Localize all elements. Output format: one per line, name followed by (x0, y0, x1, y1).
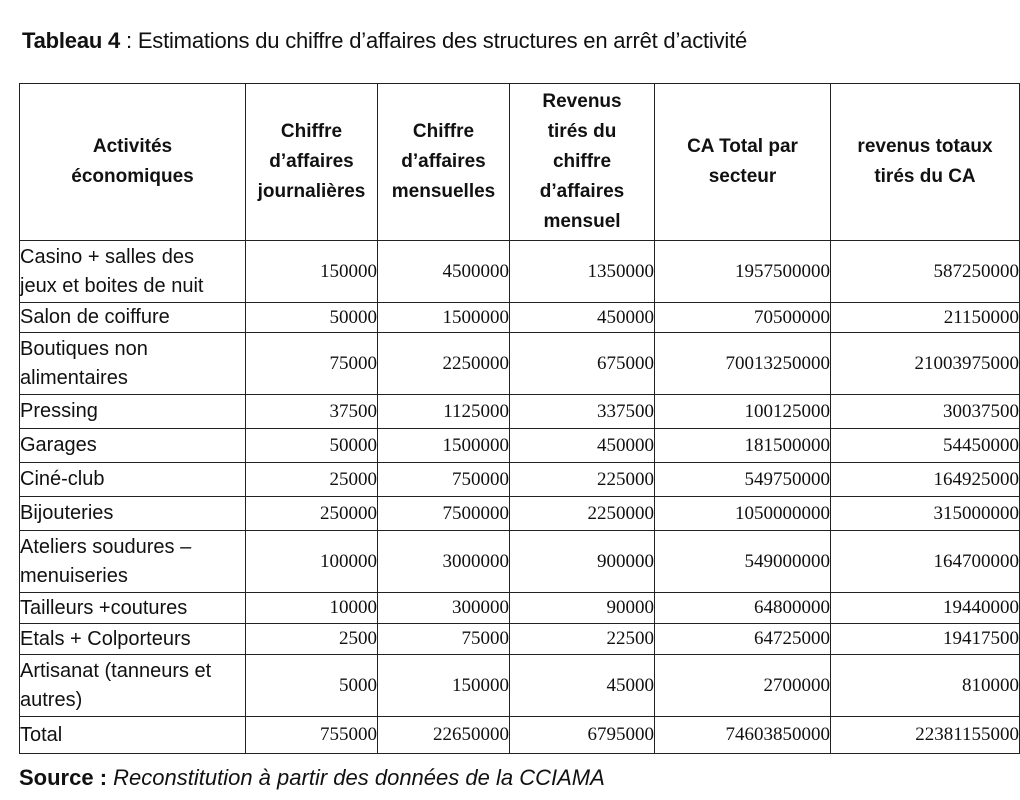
column-header-line: d’affaires (401, 151, 486, 172)
table-row (20, 624, 1020, 655)
activity-line: Casino + salles des (20, 245, 194, 268)
value-cell: 19440000 (831, 593, 1020, 624)
activity-cell (20, 241, 246, 303)
header-row (20, 84, 1020, 241)
value-cell: 37500 (246, 395, 378, 429)
value-cell: 1957500000 (655, 241, 831, 303)
activity-line: Bijouteries (20, 502, 114, 524)
activity-cell (20, 333, 246, 395)
table-row (20, 429, 1020, 463)
value-cell: 225000 (510, 463, 655, 497)
activity-cell (20, 303, 246, 333)
column-header (378, 84, 510, 241)
column-header (655, 84, 831, 241)
activity-line: Artisanat (tanneurs et (20, 659, 212, 682)
value-cell: 1125000 (378, 395, 510, 429)
value-cell: 810000 (831, 655, 1020, 717)
value-cell: 21150000 (831, 303, 1020, 333)
activity-cell (20, 717, 246, 754)
value-cell: 1050000000 (655, 497, 831, 531)
value-cell: 587250000 (831, 241, 1020, 303)
value-cell: 4500000 (378, 241, 510, 303)
activity-line: Salon de coiffure (20, 306, 170, 328)
value-cell: 22381155000 (831, 717, 1020, 754)
source-note (19, 765, 605, 791)
value-cell: 450000 (510, 429, 655, 463)
value-cell: 22650000 (378, 717, 510, 754)
value-cell: 54450000 (831, 429, 1020, 463)
table-row (20, 531, 1020, 593)
value-cell: 164700000 (831, 531, 1020, 593)
value-cell: 50000 (246, 429, 378, 463)
table-title (22, 28, 747, 54)
value-cell: 25000 (246, 463, 378, 497)
table-row (20, 395, 1020, 429)
activity-line: Garages (20, 434, 97, 456)
table-row (20, 241, 1020, 303)
title-text: Estimations du chiffre d’affaires des structures en arrêt d’activité (137, 28, 748, 53)
value-cell: 50000 (246, 303, 378, 333)
value-cell: 70500000 (655, 303, 831, 333)
value-cell: 2500 (246, 624, 378, 655)
value-cell: 22500 (510, 624, 655, 655)
column-header-line: Activités (92, 136, 173, 157)
value-cell: 1500000 (378, 429, 510, 463)
value-cell: 549750000 (655, 463, 831, 497)
activity-line: Ciné-club (20, 468, 105, 490)
value-cell: 21003975000 (831, 333, 1020, 395)
value-cell: 90000 (510, 593, 655, 624)
source-label: Source : (19, 765, 108, 790)
table-row (20, 463, 1020, 497)
value-cell: 750000 (378, 463, 510, 497)
value-cell: 2700000 (655, 655, 831, 717)
activity-line: menuiseries (20, 564, 128, 587)
column-header-line: Chiffre (412, 121, 475, 142)
activity-line: autres) (20, 688, 83, 711)
value-cell: 164925000 (831, 463, 1020, 497)
value-cell: 75000 (246, 333, 378, 395)
revenue-table (19, 83, 1020, 754)
value-cell: 6795000 (510, 717, 655, 754)
value-cell: 900000 (510, 531, 655, 593)
activity-cell (20, 429, 246, 463)
value-cell: 337500 (510, 395, 655, 429)
activity-cell (20, 531, 246, 593)
table-row (20, 333, 1020, 395)
column-header-line: CA Total par (687, 136, 798, 157)
value-cell: 74603850000 (655, 717, 831, 754)
value-cell: 100000 (246, 531, 378, 593)
value-cell: 675000 (510, 333, 655, 395)
value-cell: 19417500 (831, 624, 1020, 655)
value-cell: 3000000 (378, 531, 510, 593)
value-cell: 181500000 (655, 429, 831, 463)
value-cell: 450000 (510, 303, 655, 333)
value-cell: 2250000 (378, 333, 510, 395)
activity-cell (20, 395, 246, 429)
value-cell: 64800000 (655, 593, 831, 624)
activity-cell (20, 593, 246, 624)
column-header-line: chiffre (552, 151, 612, 172)
value-cell: 30037500 (831, 395, 1020, 429)
column-header-line: d’affaires (269, 151, 354, 172)
column-header-line: journalières (257, 181, 366, 202)
activity-line: Ateliers soudures – (20, 535, 192, 558)
value-cell: 755000 (246, 717, 378, 754)
column-header-line: mensuelles (391, 181, 496, 202)
table-row (20, 655, 1020, 717)
activity-cell (20, 624, 246, 655)
column-header (20, 84, 246, 241)
value-cell: 5000 (246, 655, 378, 717)
table-row (20, 303, 1020, 333)
value-cell: 10000 (246, 593, 378, 624)
column-header-line: mensuel (543, 211, 621, 232)
column-header (246, 84, 378, 241)
activity-line: jeux et boites de nuit (20, 274, 204, 297)
activity-cell (20, 463, 246, 497)
value-cell: 549000000 (655, 531, 831, 593)
value-cell: 7500000 (378, 497, 510, 531)
activity-cell (20, 497, 246, 531)
column-header (831, 84, 1020, 241)
activity-line: Boutiques non (20, 337, 148, 360)
table-body (20, 241, 1020, 754)
value-cell: 250000 (246, 497, 378, 531)
value-cell: 75000 (378, 624, 510, 655)
activity-line: Total (20, 723, 63, 746)
column-header-line: secteur (708, 166, 777, 187)
activity-cell (20, 655, 246, 717)
source-text: Reconstitution à partir des données de la CCIAMA (113, 765, 605, 790)
column-header-line: tirés du (547, 121, 617, 142)
table-row (20, 497, 1020, 531)
activity-line: Pressing (20, 400, 98, 422)
column-header-line: revenus totaux (857, 136, 993, 157)
column-header-line: économiques (71, 166, 194, 187)
value-cell: 70013250000 (655, 333, 831, 395)
table-number: Tableau 4 (22, 28, 121, 53)
value-cell: 315000000 (831, 497, 1020, 531)
activity-line: Etals + Colporteurs (20, 627, 191, 650)
value-cell: 45000 (510, 655, 655, 717)
column-header-line: d’affaires (539, 181, 625, 202)
value-cell: 1350000 (510, 241, 655, 303)
column-header-line: Revenus (542, 91, 622, 112)
value-cell: 150000 (246, 241, 378, 303)
activity-line: Tailleurs +coutures (20, 596, 188, 619)
value-cell: 100125000 (655, 395, 831, 429)
value-cell: 300000 (378, 593, 510, 624)
title-separator: : (120, 28, 138, 53)
activity-line: alimentaires (20, 366, 128, 389)
value-cell: 1500000 (378, 303, 510, 333)
column-header (510, 84, 655, 241)
value-cell: 64725000 (655, 624, 831, 655)
table-row (20, 593, 1020, 624)
column-header-line: Chiffre (280, 121, 343, 142)
value-cell: 150000 (378, 655, 510, 717)
column-header-line: tirés du CA (874, 166, 976, 187)
value-cell: 2250000 (510, 497, 655, 531)
table-row (20, 717, 1020, 754)
